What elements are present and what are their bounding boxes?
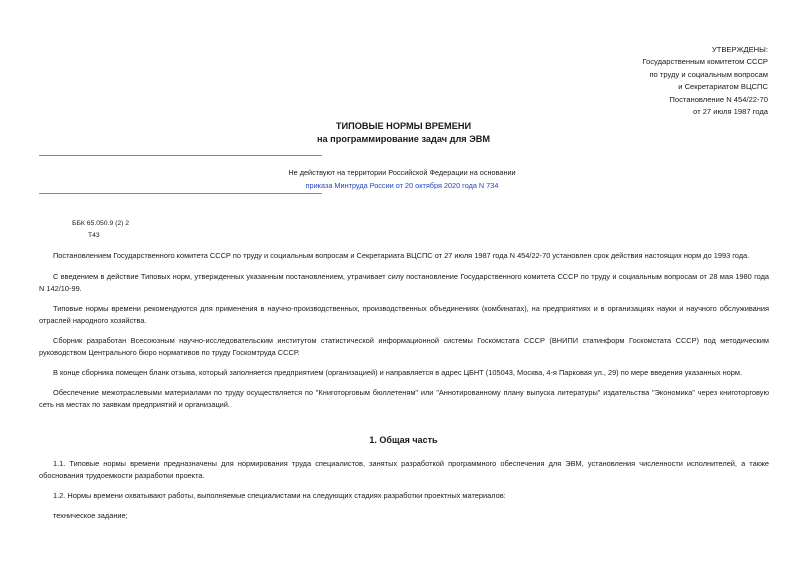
status-notice bbox=[232, 166, 572, 192]
approval-line: Постановление N 454/22-70 bbox=[669, 94, 768, 104]
section-heading: 1. Общая часть bbox=[369, 435, 438, 445]
bbk-block bbox=[72, 218, 129, 242]
paragraph: Постановлением Государственного комитета СССР по труду и социальным вопросам и Секретариата ВЦСПС от 27 июля 1987 года N 454/22-70 установлен срок действия настоящих норм до 1993 года. bbox=[53, 251, 750, 260]
paragraph: Обеспечение межотраслевыми материалами по труду осуществляется по "Книготорговым бюллетеням" или "Аннотированному плану выпуска литературы" издательства "Экономика" через книготорговую сеть на местах по заявкам предприятий и организаций. bbox=[39, 388, 769, 410]
paragraph: Сборник разработан Всесоюзным научно-исследовательским институтом статистической информационной системы Госкомстата СССР (ВНИПИ статинформ Госкомстата СССР) под методическим руководством Центрального бюро нормативов по труду Госкомтруда СССР. bbox=[39, 336, 769, 358]
paragraph: С введением в действие Типовых норм, утвержденных указанным постановлением, утрачивает силу постановление Государственного комитета СССР по труду и социальным вопросам от 28 мая 1980 года N 142/10-99. bbox=[39, 272, 769, 294]
approval-line: по труду и социальным вопросам bbox=[649, 69, 768, 79]
notice-text: Не действуют на территории Российской Федерации на основании bbox=[288, 168, 516, 177]
paragraph: 1.2. Нормы времени охватывают работы, выполняемые специалистами на следующих стадиях разработки проектных материалов: bbox=[53, 491, 506, 500]
document-title bbox=[0, 120, 807, 145]
divider-top bbox=[39, 155, 322, 156]
subtitle-line: на программирование задач для ЭВМ bbox=[316, 133, 491, 144]
order-link[interactable]: приказа Минтруда России от 20 октября 2020 года N 734 bbox=[305, 181, 499, 190]
approval-line: и Секретариатом ВЦСПС bbox=[678, 82, 768, 92]
paragraph: В конце сборника помещен бланк отзыва, который заполняется предприятием (организацией) и направляется в адрес ЦБНТ (105043, Москва, 4-я Парковая ул., 29) по мере введения указанных норм. bbox=[53, 368, 743, 377]
approval-line: от 27 июля 1987 года bbox=[693, 107, 768, 117]
title-line: ТИПОВЫЕ НОРМЫ ВРЕМЕНИ bbox=[335, 121, 472, 131]
paragraph: Типовые нормы времени рекомендуются для применения в научно-производственных, производственных объединениях (комбинатах), на предприятиях и в организациях науки и научного обслуживания отраслей народного хозяйства. bbox=[39, 304, 769, 326]
bbk-index: Т43 bbox=[88, 232, 100, 239]
divider-bottom bbox=[39, 193, 322, 194]
bbk-code: ББК 65.050.9 (2) 2 bbox=[72, 220, 130, 227]
approval-line: УТВЕРЖДЕНЫ: bbox=[711, 45, 768, 54]
approval-block bbox=[528, 44, 768, 118]
paragraph: 1.1. Типовые нормы времени предназначены для нормирования труда специалистов, занятых разработкой программного обеспечения для ЭВМ, установления численности исполнителей, а также обоснования трудоемкости разработки проекта. bbox=[39, 459, 769, 481]
approval-line: Государственным комитетом СССР bbox=[642, 57, 768, 67]
paragraph: техническое задание; bbox=[53, 511, 128, 520]
